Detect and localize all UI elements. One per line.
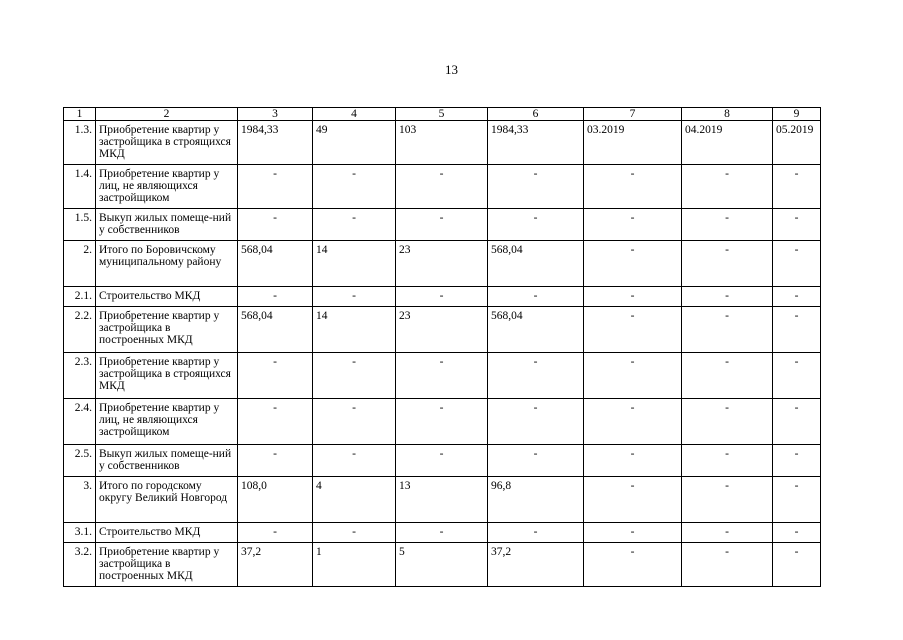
- table-row: [64, 445, 821, 477]
- cell-col4: 14: [313, 307, 396, 353]
- cell-col8: -: [682, 241, 773, 287]
- cell-col9: -: [773, 477, 821, 523]
- row-number: 2.4.: [64, 399, 96, 445]
- cell-col6: -: [488, 445, 584, 477]
- header-cell: 4: [313, 108, 396, 121]
- page-number: 13: [445, 62, 458, 77]
- row-number: 2.3.: [64, 353, 96, 399]
- table-row: [64, 165, 821, 209]
- cell-col6: -: [488, 523, 584, 543]
- header-cell: 3: [238, 108, 313, 121]
- cell-col8: -: [682, 353, 773, 399]
- table-row: [64, 353, 821, 399]
- cell-col4: -: [313, 287, 396, 307]
- cell-col4: -: [313, 165, 396, 209]
- cell-col8: -: [682, 209, 773, 241]
- header-cell: 1: [64, 108, 96, 121]
- table-row: [64, 241, 821, 287]
- row-name: Приобретение квартир у лиц, не являющихся застройщиком: [96, 399, 238, 445]
- header-cell: 2: [96, 108, 238, 121]
- table-row: [64, 287, 821, 307]
- row-number: 2.: [64, 241, 96, 287]
- cell-col9: -: [773, 543, 821, 587]
- cell-col9: -: [773, 523, 821, 543]
- row-name: Приобретение квартир у застройщика в строящихся МКД: [96, 353, 238, 399]
- cell-col7: -: [584, 543, 682, 587]
- cell-col5: -: [396, 165, 488, 209]
- cell-col7: -: [584, 445, 682, 477]
- cell-col8: -: [682, 287, 773, 307]
- cell-col7: -: [584, 165, 682, 209]
- cell-col7: -: [584, 287, 682, 307]
- cell-col5: 13: [396, 477, 488, 523]
- row-number: 3.2.: [64, 543, 96, 587]
- cell-col8: 04.2019: [682, 121, 773, 165]
- cell-col7: -: [584, 241, 682, 287]
- header-row: [64, 108, 821, 121]
- cell-col5: 103: [396, 121, 488, 165]
- row-name: Выкуп жилых помеще-ний у собственников: [96, 209, 238, 241]
- cell-col9: -: [773, 399, 821, 445]
- header-cell: 9: [773, 108, 821, 121]
- cell-col3: -: [238, 353, 313, 399]
- cell-col5: 5: [396, 543, 488, 587]
- cell-col9: -: [773, 165, 821, 209]
- cell-col3: -: [238, 287, 313, 307]
- cell-col6: 37,2: [488, 543, 584, 587]
- cell-col4: 4: [313, 477, 396, 523]
- cell-col3: 37,2: [238, 543, 313, 587]
- table-row: [64, 121, 821, 165]
- cell-col8: -: [682, 523, 773, 543]
- cell-col3: -: [238, 523, 313, 543]
- cell-col5: -: [396, 399, 488, 445]
- cell-col6: -: [488, 209, 584, 241]
- header-cell: 8: [682, 108, 773, 121]
- row-name: Приобретение квартир у лиц, не являющихся застройщиком: [96, 165, 238, 209]
- cell-col8: -: [682, 307, 773, 353]
- cell-col9: -: [773, 353, 821, 399]
- table-row: [64, 477, 821, 523]
- row-name: Приобретение квартир у застройщика в строящихся МКД: [96, 121, 238, 165]
- cell-col6: -: [488, 353, 584, 399]
- row-number: 1.5.: [64, 209, 96, 241]
- cell-col4: 49: [313, 121, 396, 165]
- cell-col5: -: [396, 287, 488, 307]
- cell-col6: -: [488, 165, 584, 209]
- row-number: 2.2.: [64, 307, 96, 353]
- cell-col9: -: [773, 241, 821, 287]
- cell-col5: -: [396, 209, 488, 241]
- cell-col8: -: [682, 543, 773, 587]
- row-number: 1.4.: [64, 165, 96, 209]
- row-number: 3.: [64, 477, 96, 523]
- cell-col5: -: [396, 353, 488, 399]
- cell-col4: 14: [313, 241, 396, 287]
- row-name: Приобретение квартир у застройщика в построенных МКД: [96, 543, 238, 587]
- cell-col9: -: [773, 209, 821, 241]
- cell-col4: 1: [313, 543, 396, 587]
- cell-col3: 1984,33: [238, 121, 313, 165]
- cell-col6: 96,8: [488, 477, 584, 523]
- cell-col3: 108,0: [238, 477, 313, 523]
- header-cell: 6: [488, 108, 584, 121]
- row-name: Итого по городскому округу Великий Новгород: [96, 477, 238, 523]
- table-row: [64, 209, 821, 241]
- table-row: [64, 543, 821, 587]
- cell-col6: 568,04: [488, 307, 584, 353]
- row-name: Строительство МКД: [96, 287, 238, 307]
- data-table: [63, 107, 821, 587]
- cell-col6: -: [488, 287, 584, 307]
- header-cell: 7: [584, 108, 682, 121]
- cell-col8: -: [682, 165, 773, 209]
- cell-col7: -: [584, 399, 682, 445]
- table-row: [64, 399, 821, 445]
- cell-col4: -: [313, 209, 396, 241]
- cell-col4: -: [313, 353, 396, 399]
- cell-col5: 23: [396, 307, 488, 353]
- cell-col4: -: [313, 523, 396, 543]
- header-cell: 5: [396, 108, 488, 121]
- cell-col9: -: [773, 307, 821, 353]
- cell-col9: -: [773, 287, 821, 307]
- cell-col7: 03.2019: [584, 121, 682, 165]
- row-name: Строительство МКД: [96, 523, 238, 543]
- cell-col7: -: [584, 353, 682, 399]
- row-name: Итого по Боровичскому муниципальному району: [96, 241, 238, 287]
- cell-col7: -: [584, 307, 682, 353]
- row-name: Выкуп жилых помеще-ний у собственников: [96, 445, 238, 477]
- cell-col8: -: [682, 445, 773, 477]
- cell-col5: -: [396, 523, 488, 543]
- row-number: 3.1.: [64, 523, 96, 543]
- cell-col6: 568,04: [488, 241, 584, 287]
- cell-col3: -: [238, 399, 313, 445]
- cell-col7: -: [584, 523, 682, 543]
- cell-col3: -: [238, 165, 313, 209]
- row-number: 1.3.: [64, 121, 96, 165]
- cell-col5: 23: [396, 241, 488, 287]
- cell-col8: -: [682, 477, 773, 523]
- cell-col3: 568,04: [238, 307, 313, 353]
- cell-col3: 568,04: [238, 241, 313, 287]
- cell-col9: -: [773, 445, 821, 477]
- table-row: [64, 523, 821, 543]
- cell-col8: -: [682, 399, 773, 445]
- cell-col6: 1984,33: [488, 121, 584, 165]
- cell-col6: -: [488, 399, 584, 445]
- row-number: 2.5.: [64, 445, 96, 477]
- cell-col4: -: [313, 445, 396, 477]
- cell-col7: -: [584, 209, 682, 241]
- cell-col5: -: [396, 445, 488, 477]
- row-number: 2.1.: [64, 287, 96, 307]
- cell-col3: -: [238, 445, 313, 477]
- table-row: [64, 307, 821, 353]
- row-name: Приобретение квартир у застройщика в построенных МКД: [96, 307, 238, 353]
- cell-col3: -: [238, 209, 313, 241]
- cell-col9: 05.2019: [773, 121, 821, 165]
- cell-col7: -: [584, 477, 682, 523]
- cell-col4: -: [313, 399, 396, 445]
